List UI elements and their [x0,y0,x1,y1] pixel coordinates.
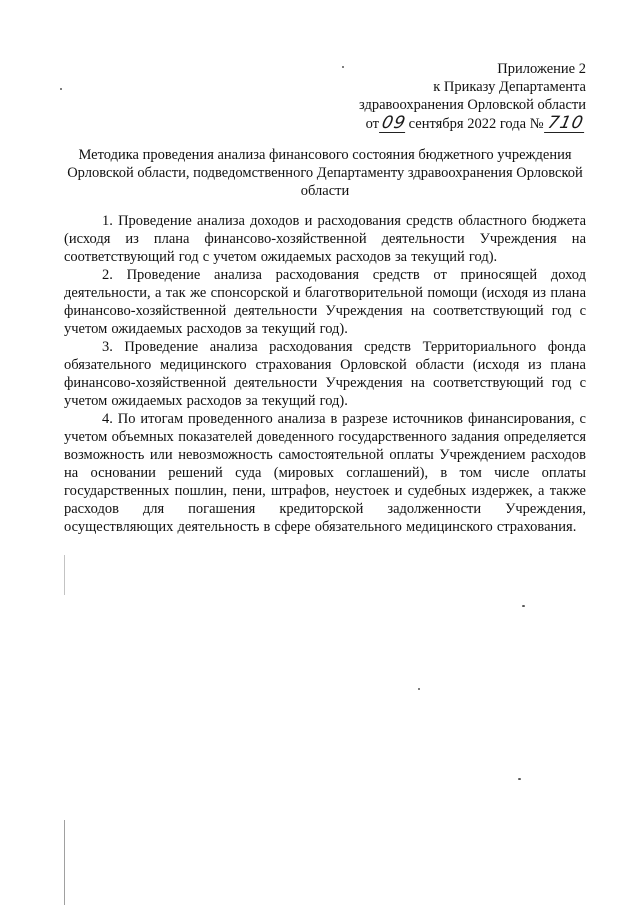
handwritten-order-number: 710 [544,114,588,133]
document-title: Методика проведения анализа финансового состояния бюджетного учреждения Орловской области, подведомственного Департаменту здравоохранения Орловской области [67,147,583,199]
paragraph-1: 1. Проведение анализа доходов и расходования средств областного бюджета (исходя из плана финансово-хозяйственной деятельности Учреждения на соответствующий год с учетом ожидаемых расходов за текущий год). [64,213,586,265]
scan-edge-line [64,555,65,595]
scan-speck [522,605,525,607]
date-prefix: от [365,116,380,132]
appendix-header [300,60,586,133]
appendix-date-line [300,114,586,133]
paragraph-2: 2. Проведение анализа расходования средств от приносящей доход деятельности, а так же спонсорской и благотворительной помощи (исходя из плана финансово-хозяйственной деятельности Учреждения на соответствующий год с учетом ожидаемых расходов за текущий год). [64,267,586,337]
scan-speck [418,688,420,690]
scan-speck [60,88,62,90]
scan-speck [342,66,344,68]
document-body [64,212,586,536]
handwritten-day: 09 [380,113,408,133]
paragraph-4: 4. По итогам проведенного анализа в разрезе источников финансирования, с учетом объемных показателей доведенного государственного задания определяется возможность или невозможность самостоятельной оплаты Учреждением расходов на основании решений суда (мировых соглашений), в том числе оплаты государственных пошлин, пени, штрафов, неустоек и судебных издержек, а также расходов для погашения кредиторской задолженности Учреждения, осуществляющих деятельность в сфере обязательного медицинского страхования. [64,411,586,535]
date-middle: сентября 2022 года № [408,116,544,132]
appendix-number: Приложение 2 [497,61,586,77]
appendix-department: здравоохранения Орловской области [359,97,586,113]
paragraph-3: 3. Проведение анализа расходования средств Территориального фонда обязательного медицинского страхования Орловской области (исходя из плана финансово-хозяйственной деятельности Учреждения на соответствующий год с учетом ожидаемых расходов за текущий год). [64,339,586,409]
appendix-order-reference: к Приказу Департамента [433,79,586,95]
scan-edge-line [64,820,65,905]
scan-speck [518,778,521,780]
